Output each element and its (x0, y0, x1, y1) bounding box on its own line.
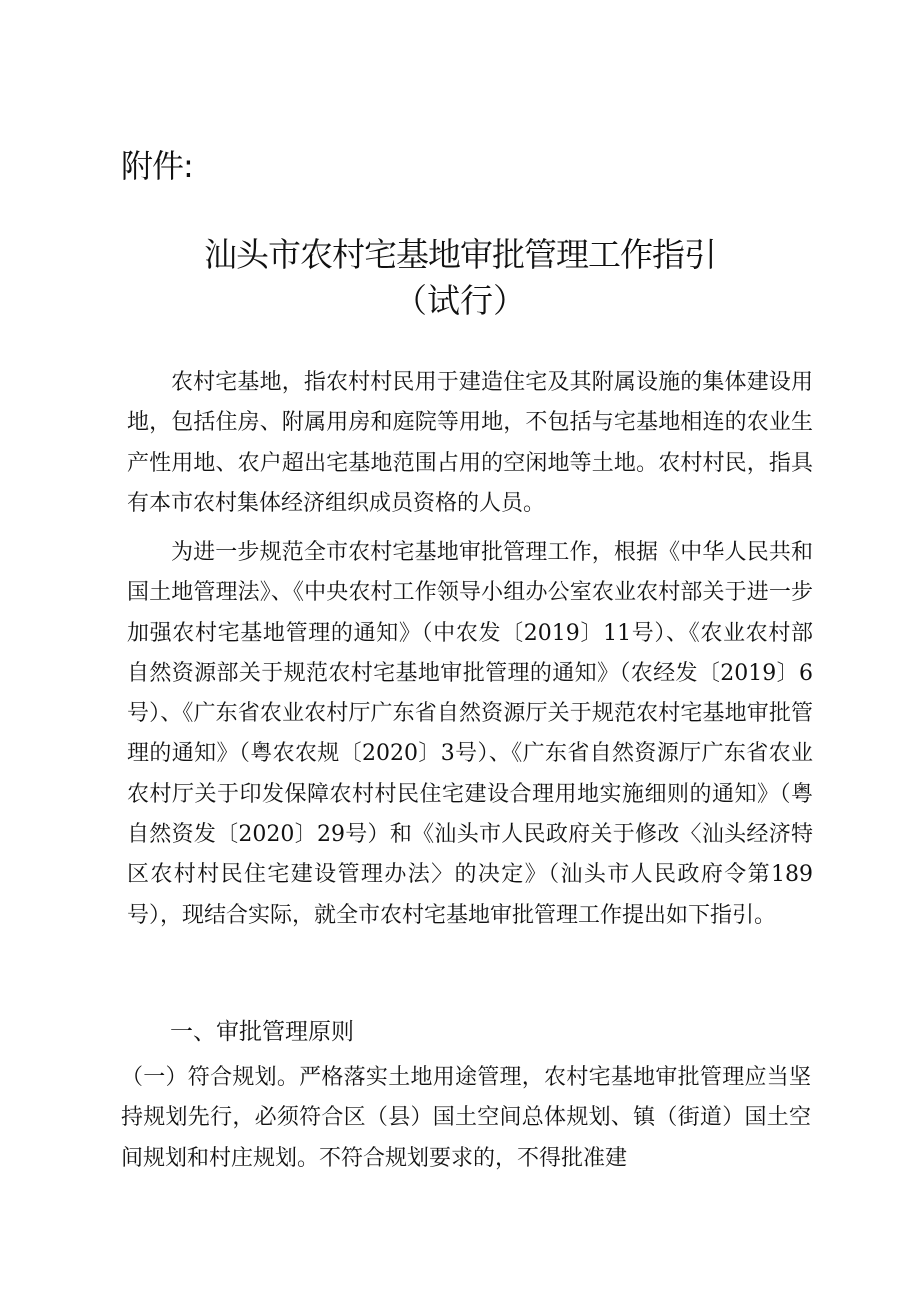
document-title: 汕头市农村宅基地审批管理工作指引 (204, 235, 716, 274)
paragraph-basis: 为进一步规范全市农村宅基地审批管理工作，根据《中华人民共和国土地管理法》、《中央农村工作领导小组办公室农业农村部关于进一步加强农村宅基地管理的通知》（中农发〔2019〕11号）、《农业农村部自然资源部关于规范农村宅基地审批管理的通知》（农经发〔2019〕6号）、《广东省农业农村厅广东省自然资源厅关于规范农村宅基地审批管理的通知》（粤农农规〔2020〕3号）、《广东省自然资源厅广东省农业农村厅关于印发保障农村村民住宅建设合理用地实施细则的通知》（粤自然资发〔2020〕29号）和《汕头市人民政府关于修改〈汕头经济特区农村村民住宅建设管理办法〉的决定》（汕头市人民政府令第189号），现结合实际，就全市农村宅基地审批管理工作提出如下指引。 (127, 540, 813, 928)
section-heading: 一、审批管理原则 (170, 1019, 354, 1045)
document-subtitle: （试行） (394, 281, 526, 320)
attachment-label: 附件: (121, 147, 193, 185)
section-item-planning: （一）符合规划。严格落实土地用途管理，农村宅基地审批管理应当坚持规划先行，必须符合区（县）国土空间总体规划、镇（街道）国土空间规划和村庄规划。不符合规划要求的，不得批准建 (121, 1065, 811, 1171)
paragraph-definition: 农村宅基地，指农村村民用于建造住宅及其附属设施的集体建设用地，包括住房、附属用房和庭院等用地，不包括与宅基地相连的农业生产性用地、农户超出宅基地范围占用的空闲地等土地。农村村民，指具有本市农村集体经济组织成员资格的人员。 (127, 370, 813, 516)
